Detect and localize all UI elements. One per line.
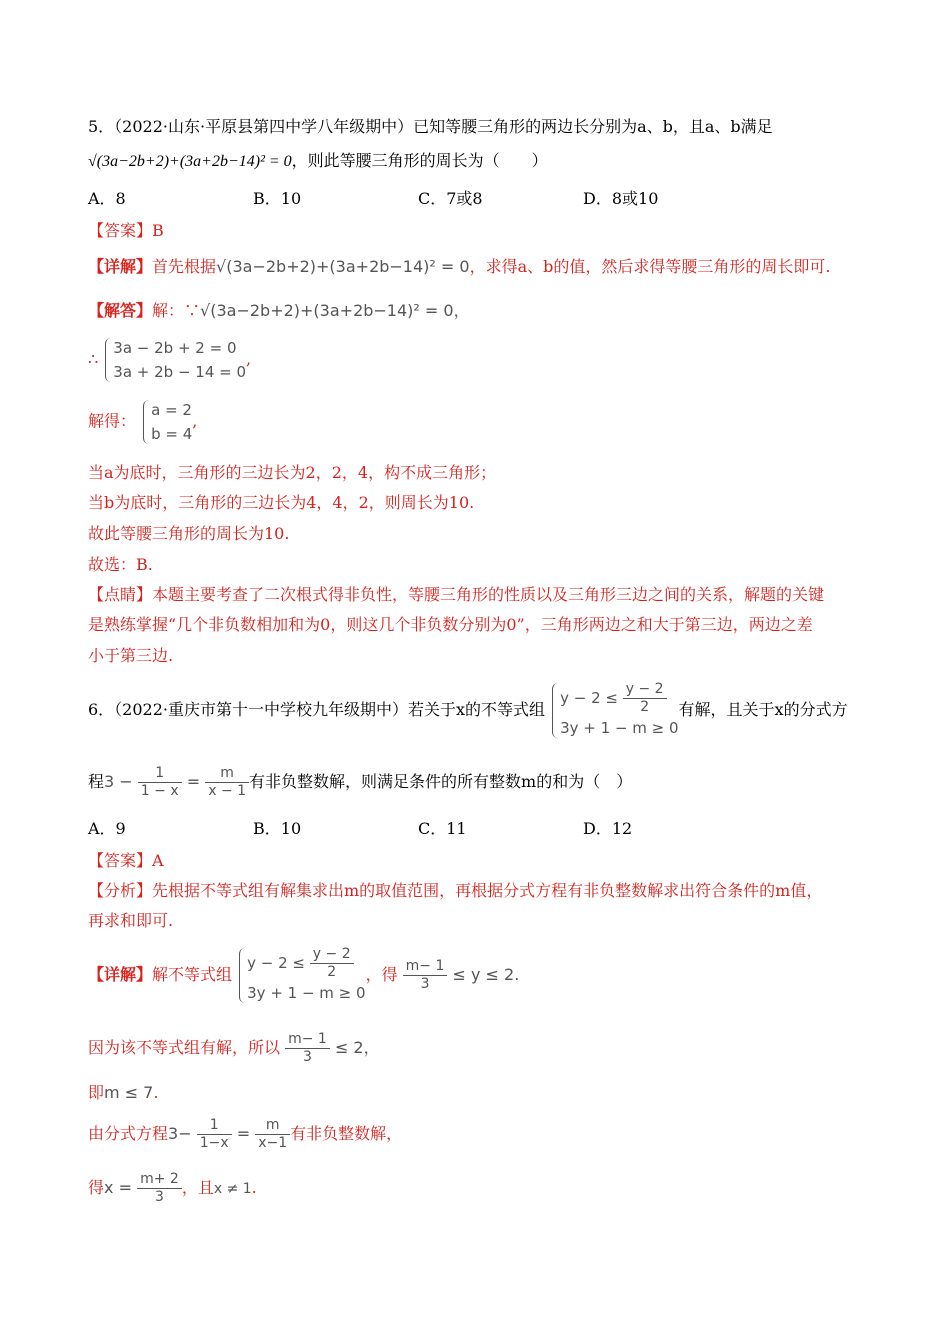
q6-inequality-system (550, 681, 678, 740)
q5-option-c: C．7或8 (418, 189, 483, 208)
q5-conclusion: 故此等腰三角形的周长为10. (88, 524, 290, 543)
q6-frac-eq-f2-den: x−1 (258, 1135, 288, 1151)
q6-detail-ineq1-den: 2 (327, 964, 337, 980)
q6-get-num: m+ 2 (137, 1171, 182, 1189)
q6-eq-f1-den: 1 − x (140, 783, 179, 799)
q5-system1-eq2: 3a + 2b − 14 = 0 (113, 363, 247, 381)
q6-stem-tail: 有解，且关于x的分式方 (678, 700, 848, 719)
q5-comment-line1: 【点睛】本题主要考查了二次根式得非负性，等腰三角形的性质以及三角形三边之间的关系，解题的关键 (88, 585, 825, 604)
q5-system2-eq1: a = 2 (151, 401, 192, 419)
q6-frac-eq-mid: = (236, 1124, 251, 1143)
q6-answer: 【答案】A (88, 851, 164, 870)
q5-stem-line1: 5．（2022·山东·平原县第四中学八年级期中）已知等腰三角形的两边长分别为a、b，且a、b满足 (88, 117, 773, 136)
q6-detail-get: ，得 (365, 965, 398, 984)
q6-get (88, 1168, 257, 1208)
q6-range-den: 3 (420, 976, 430, 992)
q6-stem-text: 6．（2022·重庆市第十一中学校九年级期中）若关于x的不等式组 (88, 700, 546, 719)
q6-because-text: 因为该不等式组有解，所以 (88, 1038, 281, 1057)
q6-ineq1-num: y − 2 (623, 681, 667, 699)
q6-ie-tail: . (153, 1083, 159, 1102)
q5-comment-line2: 是熟练掌握“几个非负数相加和为0，则这几个非负数分别为0”，三角形两边之和大于第三边，两边之差 (88, 615, 813, 634)
q5-detail-label: 【详解】 (88, 257, 153, 276)
q6-detail-text: 解不等式组 (152, 965, 233, 984)
q6-get-tail: . (251, 1178, 257, 1197)
q6-detail-ineq1-left: y − 2 ≤ (247, 954, 305, 972)
q6-detail-system (237, 946, 365, 1005)
q5-system2-eq2: b = 4 (151, 425, 193, 443)
q5-system2: 解得： a = 2 b = 4 , (88, 398, 197, 446)
q6-stem-line1 (88, 680, 848, 740)
q5-case2: 当b为底时，三角形的三边长为4，4，2，则周长为10. (88, 493, 475, 512)
q6-eq-f2-num: m (205, 765, 249, 783)
q6-stem-line2 (88, 762, 632, 802)
q5-system1-brace (103, 336, 246, 384)
q5-stem-tail: ，则此等腰三角形的周长为（ ） (291, 151, 548, 170)
q6-detail-ineq1-num: y − 2 (310, 946, 354, 964)
q5-detail-text1: 首先根据 (152, 257, 217, 276)
q6-ie-text: 即 (88, 1083, 105, 1102)
q5-choose: 故选：B. (88, 555, 153, 574)
q6-get-den: 3 (154, 1189, 164, 1205)
q6-get-text: 得 (88, 1178, 105, 1197)
q6-analysis-line2: 再求和即可. (88, 911, 174, 930)
q6-option-d: D．12 (583, 819, 633, 838)
q6-frac-eq-f2-num: m (255, 1117, 290, 1135)
q6-analysis-line1: 【分析】先根据不等式组有解集求出m的取值范围，再根据分式方程有非负整数解求出符合条件的m值， (88, 881, 823, 900)
q5-case1: 当a为底时，三角形的三边长为2，2，4，构不成三角形； (88, 463, 497, 482)
q5-system2-brace (141, 398, 192, 446)
q6-detail-ineq2: 3y + 1 − m ≥ 0 (247, 984, 366, 1002)
q6-get-x: x = (104, 1178, 132, 1197)
q6-get-cond: x ≠ 1 (213, 1181, 252, 1197)
q6-ie-math: m ≤ 7 (104, 1083, 154, 1102)
q6-eq-f1-num: 1 (138, 765, 182, 783)
q6-detail-label: 【详解】 (88, 965, 153, 984)
q5-solution-label: 【解答】 (88, 301, 153, 320)
q6-detail (88, 942, 519, 1008)
q5-option-d: D．8或10 (583, 189, 659, 208)
q6-ineq1-left: y − 2 ≤ (560, 689, 618, 707)
q5-solved-label: 解得： (88, 411, 137, 431)
q6-eq-mid: = (186, 772, 201, 791)
q6-option-a: A．9 (88, 819, 126, 838)
q5-system1-eq1: 3a − 2b + 2 = 0 (113, 339, 237, 357)
q6-option-b: B．10 (253, 819, 302, 838)
q6-ineq2: 3y + 1 − m ≥ 0 (560, 719, 679, 737)
q5-condition-math: √(3a−2b+2)+(3a+2b−14)² = 0 (88, 153, 292, 170)
q6-ie (88, 1082, 158, 1104)
q5-comment-line3: 小于第三边. (88, 646, 174, 665)
q6-frac-eq-tail: 有非负整数解， (290, 1124, 403, 1143)
q5-stem-line2 (88, 150, 548, 173)
q5-option-a: A．8 (88, 189, 126, 208)
q6-range-num: m− 1 (403, 958, 448, 976)
q6-because-num: m− 1 (285, 1031, 330, 1049)
q6-stem-cheng: 程 (88, 772, 105, 791)
q6-stem-line2-tail: 有非负整数解，则满足条件的所有整数m的和为（ ） (249, 772, 633, 791)
q6-frac-eq-f1-num: 1 (197, 1117, 232, 1135)
q6-eq-f2-den: x − 1 (208, 783, 247, 799)
q5-option-b: B．10 (253, 189, 302, 208)
q6-ineq1-den: 2 (640, 699, 650, 715)
q5-detail-math: √(3a−2b+2)+(3a+2b−14)² = 0 (216, 257, 470, 276)
q6-range-tail: ≤ y ≤ 2. (452, 965, 520, 984)
q6-frac-eq-left: 3− (168, 1124, 192, 1143)
q5-solution (88, 300, 470, 322)
q6-eq-left: 3 − (104, 772, 133, 791)
q6-option-c: C．11 (418, 819, 467, 838)
q5-solution-text: 解：∵ (152, 301, 201, 320)
q6-frac-eq-text: 由分式方程 (88, 1124, 169, 1143)
q6-frac-eq-f1-den: 1−x (199, 1135, 229, 1151)
q5-detail-text2: ，求得a、b的值，然后求得等腰三角形的周长即可. (469, 257, 831, 276)
q5-solution-math: √(3a−2b+2)+(3a+2b−14)² = 0， (200, 301, 470, 320)
q6-because-den: 3 (303, 1049, 312, 1065)
q5-detail (88, 256, 830, 278)
q5-therefore: ∴ (88, 349, 99, 369)
q6-get-and: ，且 (181, 1178, 214, 1197)
q6-because-tail: ≤ 2， (334, 1038, 380, 1057)
q6-because (88, 1028, 380, 1068)
q5-system1: ∴ 3a − 2b + 2 = 0 3a + 2b − 14 = 0 , (88, 336, 251, 384)
q5-answer: 【答案】B (88, 221, 164, 240)
q6-frac-eq (88, 1114, 402, 1154)
